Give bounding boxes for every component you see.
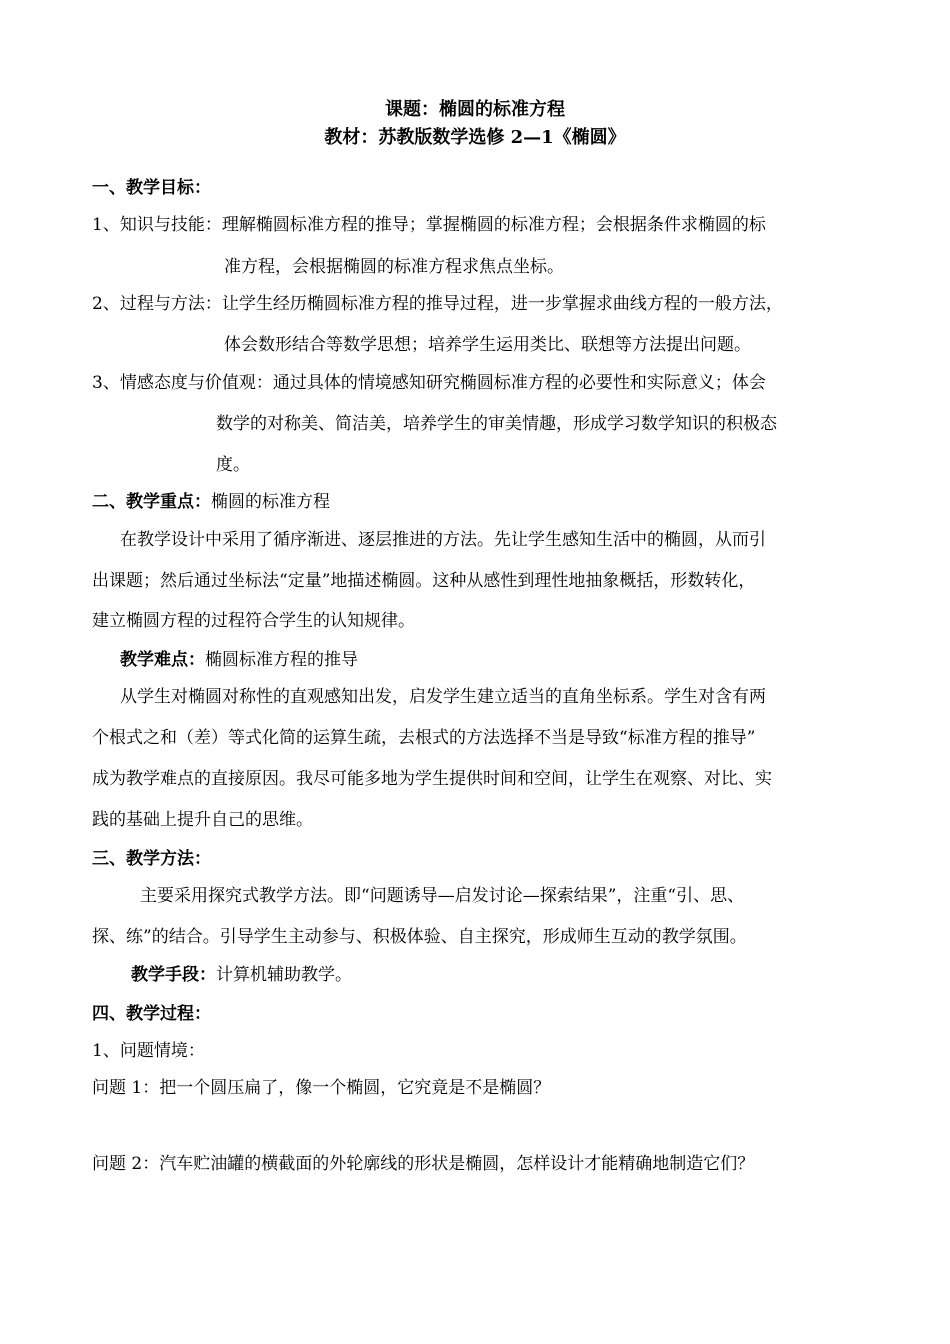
difficulty-paragraph-line-4: 践的基础上提升自己的思维。 xyxy=(92,810,313,830)
difficulty-value: 椭圆标准方程的推导 xyxy=(205,650,358,670)
question-1: 问题 1：把一个圆压扁了，像一个椭圆，它究竟是不是椭圆？ xyxy=(92,1078,551,1098)
section-heading-text: 二、教学重点： xyxy=(92,492,211,512)
process-item-1: 1、问题情境： xyxy=(92,1041,205,1061)
method-paragraph-line-2: 探、练”的结合。引导学生主动参与、积极体验、自主探究，形成师生互动的教学氛围。 xyxy=(92,927,747,947)
objective-process-line-2: 体会数形结合等数学思想；培养学生运用类比、联想等方法提出问题。 xyxy=(224,335,751,355)
difficulty-paragraph-line-2: 个根式之和（差）等式化简的运算生疏，去根式的方法选择不当是导致“标准方程的推导” xyxy=(92,728,756,748)
section-heading-process xyxy=(92,1003,211,1025)
objective-knowledge-line-1: 1、知识与技能：理解椭圆标准方程的推导；掌握椭圆的标准方程；会根据条件求椭圆的标 xyxy=(92,215,766,235)
teaching-means-label: 教学手段： xyxy=(131,965,216,985)
objective-process-line-1: 2、过程与方法：让学生经历椭圆标准方程的推导过程，进一步掌握求曲线方程的一般方法， xyxy=(92,294,783,314)
textbook-subtitle: 教材：苏教版数学选修 2—1《椭圆》 xyxy=(324,127,626,148)
objective-emotion-line-1: 3、情感态度与价值观：通过具体的情境感知研究椭圆标准方程的必要性和实际意义；体会 xyxy=(92,373,766,393)
section-heading-text: 一、教学目标： xyxy=(92,178,211,198)
section-heading-method xyxy=(92,848,211,870)
section-heading-key-point xyxy=(92,491,330,513)
document-title: 课题：椭圆的标准方程 xyxy=(385,99,565,120)
method-paragraph-line-1: 主要采用探究式教学方法。即“问题诱导—启发讨论—探索结果”，注重“引、思、 xyxy=(140,886,745,906)
question-2: 问题 2：汽车贮油罐的横截面的外轮廓线的形状是椭圆，怎样设计才能精确地制造它们？ xyxy=(92,1154,755,1174)
difficulty-label: 教学难点： xyxy=(120,650,205,670)
difficulty-paragraph-line-3: 成为教学难点的直接原因。我尽可能多地为学生提供时间和空间，让学生在观察、对比、实 xyxy=(92,769,772,789)
key-point-paragraph-line-1: 在教学设计中采用了循序渐进、逐层推进的方法。先让学生感知生活中的椭圆，从而引 xyxy=(120,530,766,550)
key-point-paragraph-line-2: 出课题；然后通过坐标法“定量”地描述椭圆。这种从感性到理性地抽象概括，形数转化， xyxy=(92,571,756,591)
objective-emotion-line-3: 度。 xyxy=(216,455,250,475)
difficulty-heading xyxy=(120,649,358,671)
objective-knowledge-line-2: 准方程，会根据椭圆的标准方程求焦点坐标。 xyxy=(224,257,564,277)
key-point-value: 椭圆的标准方程 xyxy=(211,492,330,512)
difficulty-paragraph-line-1: 从学生对椭圆对称性的直观感知出发，启发学生建立适当的直角坐标系。学生对含有两 xyxy=(120,687,766,707)
teaching-means-value: 计算机辅助教学。 xyxy=(216,965,352,985)
objective-emotion-line-2: 数学的对称美、简洁美，培养学生的审美情趣，形成学习数学知识的积极态 xyxy=(216,414,777,434)
key-point-paragraph-line-3: 建立椭圆方程的过程符合学生的认知规律。 xyxy=(92,611,415,631)
section-heading-text: 四、教学过程： xyxy=(92,1004,211,1024)
teaching-means xyxy=(131,964,352,986)
section-heading-text: 三、教学方法： xyxy=(92,849,211,869)
section-heading-objectives xyxy=(92,177,211,199)
